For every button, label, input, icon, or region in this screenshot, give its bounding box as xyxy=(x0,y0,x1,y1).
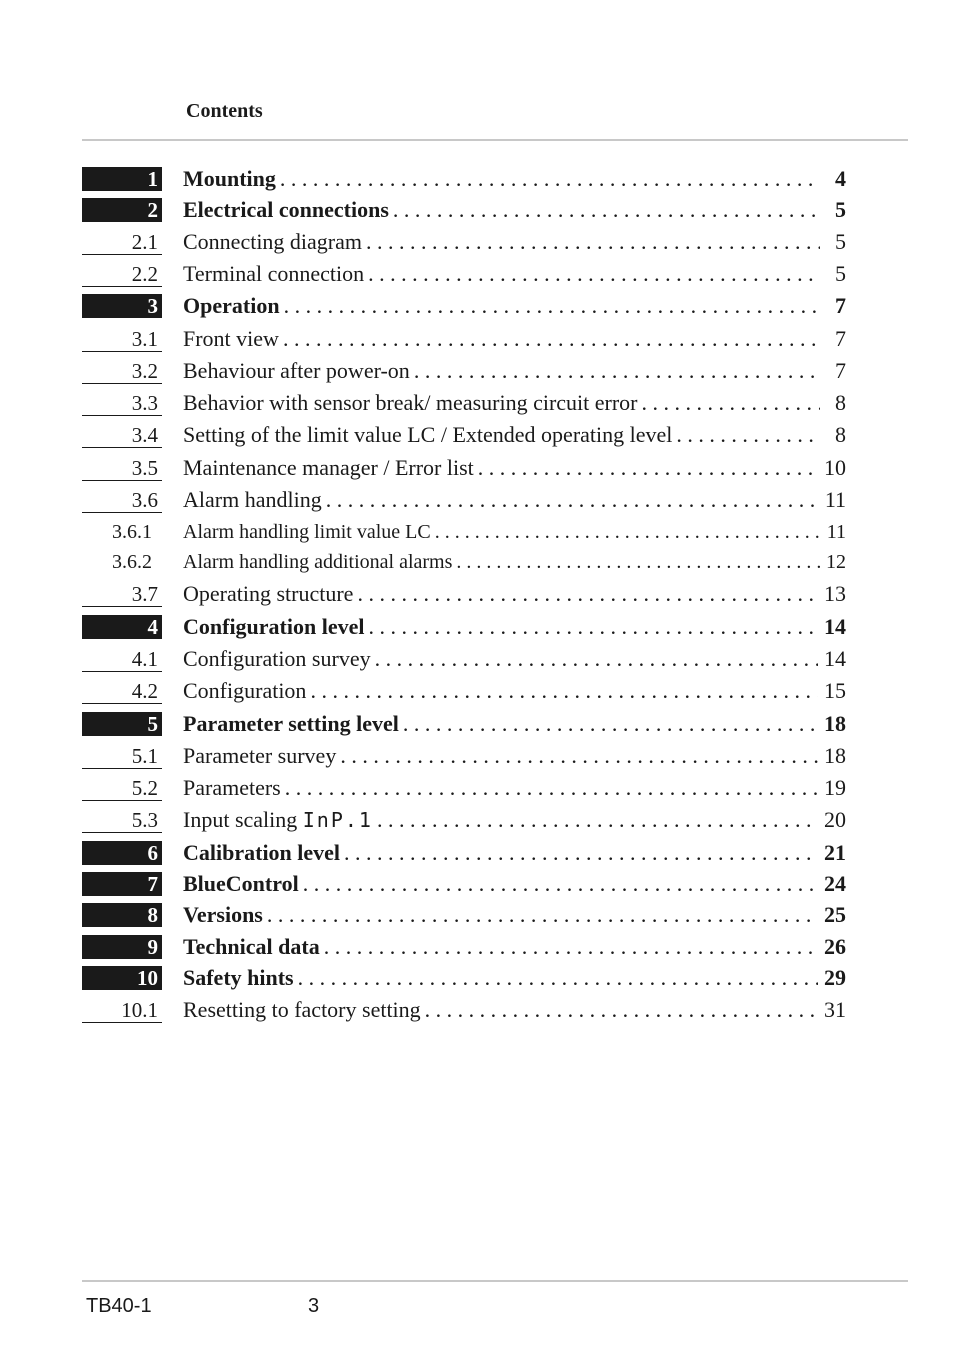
toc-number: 3.3 xyxy=(82,391,162,416)
toc-number: 10.1 xyxy=(82,998,162,1023)
toc-title: Resetting to factory setting xyxy=(183,997,421,1022)
toc-row[interactable] xyxy=(0,487,954,515)
toc-entry-link[interactable] xyxy=(183,487,846,515)
toc-number: 3.6 xyxy=(82,488,162,513)
toc-entry-link[interactable] xyxy=(183,455,846,483)
toc-page-number: 18 xyxy=(824,743,846,768)
footer-page-number: 3 xyxy=(308,1295,320,1317)
toc-number: 5.3 xyxy=(82,808,162,833)
toc-page-number: 8 xyxy=(835,390,846,415)
toc-entry-link[interactable] xyxy=(183,711,846,739)
toc-entry-link[interactable] xyxy=(183,934,846,962)
toc-row[interactable] xyxy=(0,519,954,547)
toc-number: 2.1 xyxy=(82,230,162,255)
dot-leader xyxy=(377,807,818,833)
toc-entry-link[interactable] xyxy=(183,614,846,642)
toc-page-number: 11 xyxy=(824,487,846,512)
toc-title: Safety hints xyxy=(183,965,294,990)
toc-title: Electrical connections xyxy=(183,197,389,222)
toc-entry-link[interactable] xyxy=(183,965,846,993)
dot-leader xyxy=(425,997,818,1023)
toc-title: Maintenance manager / Error list xyxy=(183,455,474,480)
toc-page-number: 14 xyxy=(824,614,846,639)
toc-entry-link[interactable] xyxy=(183,293,846,321)
toc-page-number: 5 xyxy=(835,229,846,254)
toc-entry-link[interactable] xyxy=(183,871,846,899)
toc-row[interactable] xyxy=(0,197,954,225)
toc-entry-link[interactable] xyxy=(183,229,846,257)
toc-number: 4.2 xyxy=(82,679,162,704)
dot-leader xyxy=(357,581,818,607)
toc-title: Input scaling xyxy=(183,807,298,832)
toc-row[interactable] xyxy=(0,934,954,962)
toc-row[interactable] xyxy=(0,807,954,835)
toc-display-code: InP.1 xyxy=(302,808,373,832)
toc-row[interactable] xyxy=(0,581,954,609)
toc-entry-link[interactable] xyxy=(183,807,846,835)
toc-row[interactable] xyxy=(0,711,954,739)
toc-number: 5.2 xyxy=(82,776,162,801)
dot-leader xyxy=(414,358,820,384)
toc-number: 2 xyxy=(82,198,162,222)
toc-title: Configuration level xyxy=(183,614,365,639)
toc-row[interactable] xyxy=(0,614,954,642)
toc-entry-link[interactable] xyxy=(183,261,846,289)
toc-page-number: 14 xyxy=(824,646,846,671)
toc-page-number: 8 xyxy=(835,422,846,447)
toc-entry-link[interactable] xyxy=(183,166,846,194)
toc-title: Front view xyxy=(183,326,279,351)
toc-page-number: 26 xyxy=(824,934,846,959)
toc-entry-link[interactable] xyxy=(183,326,846,354)
toc-entry-link[interactable] xyxy=(183,678,846,706)
toc-number: 3.6.2 xyxy=(112,551,152,573)
dot-leader xyxy=(344,840,818,866)
toc-row[interactable] xyxy=(0,326,954,354)
toc-title: Alarm handling additional alarms xyxy=(183,551,453,573)
toc-page-number: 29 xyxy=(824,965,846,990)
dot-leader xyxy=(267,902,818,928)
dot-leader xyxy=(368,261,820,287)
toc-page-number: 5 xyxy=(835,197,846,222)
toc-title: BlueControl xyxy=(183,871,299,896)
toc-title: Parameters xyxy=(183,775,281,800)
bottom-divider xyxy=(82,1280,908,1282)
toc-number: 3.7 xyxy=(82,582,162,607)
toc-entry-link[interactable] xyxy=(183,581,846,609)
toc-row[interactable] xyxy=(0,902,954,930)
toc-entry-link[interactable] xyxy=(183,197,846,225)
dot-leader xyxy=(369,614,819,640)
toc-row[interactable] xyxy=(0,261,954,289)
toc-number: 4.1 xyxy=(82,647,162,672)
toc-title: Alarm handling limit value LC xyxy=(183,521,431,543)
toc-page-number: 11 xyxy=(826,521,846,543)
dot-leader xyxy=(310,678,818,704)
toc-page-number: 19 xyxy=(824,775,846,800)
toc-entry-link[interactable] xyxy=(183,422,846,450)
toc-number: 3.6.1 xyxy=(112,521,152,543)
toc-number: 5.1 xyxy=(82,744,162,769)
toc-entry-link[interactable] xyxy=(183,519,846,547)
toc-page-number: 24 xyxy=(824,871,846,896)
toc-entry-link[interactable] xyxy=(183,743,846,771)
toc-title: Mounting xyxy=(183,166,276,191)
toc-row[interactable] xyxy=(0,422,954,450)
dot-leader xyxy=(284,293,820,319)
toc-page-number: 5 xyxy=(835,261,846,286)
dot-leader xyxy=(326,487,819,513)
toc-title: Versions xyxy=(183,902,263,927)
dot-leader xyxy=(285,775,818,801)
toc-row[interactable] xyxy=(0,646,954,674)
toc-row[interactable] xyxy=(0,390,954,418)
toc-page-number: 7 xyxy=(835,326,846,351)
toc-number: 3.4 xyxy=(82,423,162,448)
toc-page-number: 21 xyxy=(824,840,846,865)
toc-entry-link[interactable] xyxy=(183,390,846,418)
toc-entry-link[interactable] xyxy=(183,902,846,930)
toc-row[interactable] xyxy=(0,871,954,899)
dot-leader xyxy=(403,711,818,737)
toc-entry-link[interactable] xyxy=(183,358,846,386)
toc-number: 5 xyxy=(82,712,162,736)
toc-title: Configuration survey xyxy=(183,646,371,671)
toc-row[interactable] xyxy=(0,743,954,771)
toc-title: Technical data xyxy=(183,934,320,959)
toc-row[interactable] xyxy=(0,997,954,1025)
toc-title: Behavior with sensor break/ measuring circuit error xyxy=(183,390,638,415)
toc-page-number: 13 xyxy=(824,581,846,606)
toc-title: Behaviour after power-on xyxy=(183,358,410,383)
toc-row[interactable] xyxy=(0,229,954,257)
toc-row[interactable] xyxy=(0,549,954,577)
toc-entry-link[interactable] xyxy=(183,775,846,803)
toc-number: 1 xyxy=(82,167,162,191)
toc-page-number: 31 xyxy=(824,997,846,1022)
toc-page-number: 12 xyxy=(826,551,846,573)
toc-number: 3 xyxy=(82,294,162,318)
dot-leader xyxy=(283,326,820,352)
toc-entry-link[interactable] xyxy=(183,549,846,577)
dot-leader xyxy=(393,197,820,223)
dot-leader xyxy=(435,519,820,545)
toc-page-number: 7 xyxy=(835,358,846,383)
toc-row[interactable] xyxy=(0,965,954,993)
dot-leader xyxy=(280,166,820,192)
toc-title: Operation xyxy=(183,293,280,318)
toc-row[interactable] xyxy=(0,678,954,706)
toc-page-number: 18 xyxy=(824,711,846,736)
toc-number: 7 xyxy=(82,872,162,896)
toc-row[interactable] xyxy=(0,358,954,386)
toc-number: 10 xyxy=(82,966,162,990)
toc-page-number: 20 xyxy=(824,807,846,832)
dot-leader xyxy=(478,455,818,481)
toc-page-number: 15 xyxy=(824,678,846,703)
toc-number: 8 xyxy=(82,903,162,927)
toc-title: Setting of the limit value LC / Extended operating level xyxy=(183,422,673,447)
dot-leader xyxy=(303,871,818,897)
toc-title: Terminal connection xyxy=(183,261,365,286)
toc-entry-link[interactable] xyxy=(183,840,846,868)
dot-leader xyxy=(676,422,820,448)
toc-page-number: 7 xyxy=(835,293,846,318)
dot-leader xyxy=(324,934,818,960)
dot-leader xyxy=(456,549,820,575)
toc-page-number: 25 xyxy=(824,902,846,927)
toc-title: Connecting diagram xyxy=(183,229,363,254)
toc-row[interactable] xyxy=(0,775,954,803)
toc-row[interactable] xyxy=(0,840,954,868)
toc-number: 3.1 xyxy=(82,327,162,352)
toc-title: Parameter survey xyxy=(183,743,337,768)
toc-number: 6 xyxy=(82,841,162,865)
dot-leader xyxy=(298,965,818,991)
dot-leader xyxy=(642,390,820,416)
dot-leader xyxy=(340,743,818,769)
toc-number: 3.2 xyxy=(82,359,162,384)
contents-heading: Contents xyxy=(186,100,263,122)
toc-entry-link[interactable] xyxy=(183,997,846,1025)
toc-number: 2.2 xyxy=(82,262,162,287)
toc-title: Operating structure xyxy=(183,581,354,606)
toc-title: Parameter setting level xyxy=(183,711,399,736)
toc-row[interactable] xyxy=(0,166,954,194)
toc-title: Configuration xyxy=(183,678,307,703)
toc-number: 3.5 xyxy=(82,456,162,481)
toc-title: Calibration level xyxy=(183,840,341,865)
toc-entry-link[interactable] xyxy=(183,646,846,674)
footer-document-id: TB40-1 xyxy=(86,1295,152,1317)
toc-page-number: 4 xyxy=(835,166,846,191)
toc-number: 9 xyxy=(82,935,162,959)
dot-leader xyxy=(375,646,818,672)
toc-number: 4 xyxy=(82,615,162,639)
toc-row[interactable] xyxy=(0,455,954,483)
toc-page-number: 10 xyxy=(824,455,846,480)
toc-title: Alarm handling xyxy=(183,487,322,512)
dot-leader xyxy=(366,229,820,255)
toc-row[interactable] xyxy=(0,293,954,321)
